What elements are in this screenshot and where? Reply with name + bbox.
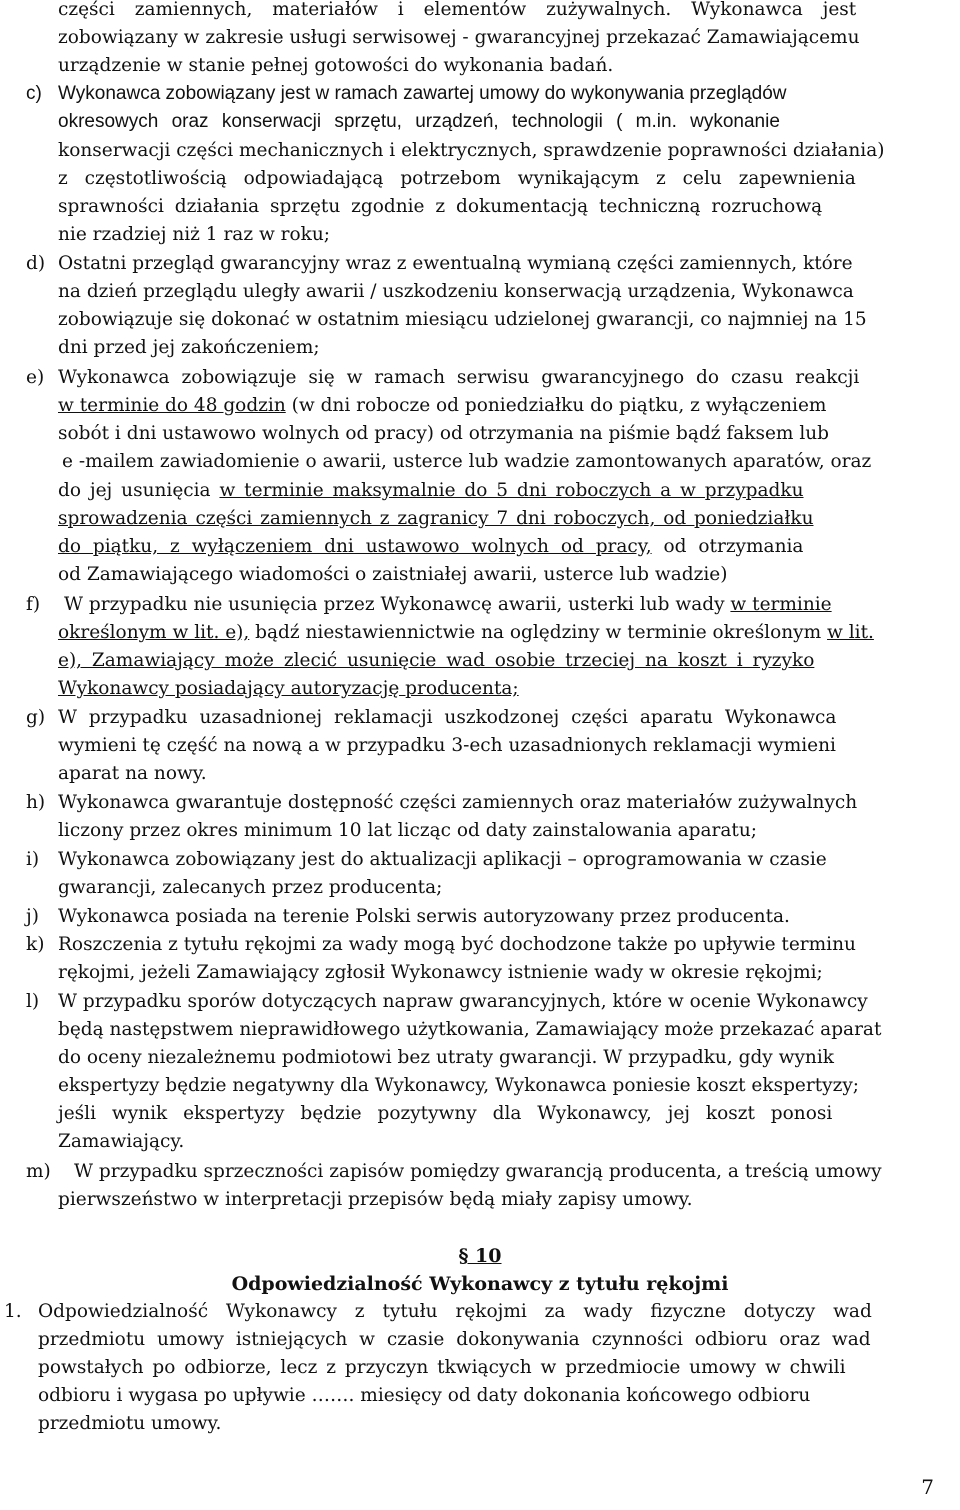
item-label-g: g)	[26, 707, 46, 728]
paragraph-line: urządzenie w stanie pełnej gotowości do wykonania badań.	[58, 55, 614, 76]
item-f-line	[58, 619, 874, 647]
item-e-line	[58, 533, 803, 561]
item-l-line: ekspertyzy będzie negatywny dla Wykonawcy, Wykonawca poniesie koszt ekspertyzy;	[58, 1075, 860, 1096]
item-g-line: wymieni tę część na nową a w przypadku 3-ech uzasadnionych reklamacji wymieni	[58, 735, 836, 756]
point-1-line: Odpowiedzialność Wykonawcy z tytułu rękojmi za wady fizyczne dotyczy wad	[38, 1301, 872, 1322]
underlined-text: e), Zamawiający może zlecić usunięcie wad osobie trzeciej na koszt i ryzyko	[58, 650, 815, 671]
item-l-line: Zamawiający.	[58, 1131, 185, 1152]
item-h-line: liczony przez okres minimum 10 lat licząc od daty zainstalowania aparatu;	[58, 820, 757, 841]
item-c-line: z częstotliwością odpowiadającą potrzebom wynikającym z celu zapewnienia	[58, 168, 856, 189]
item-label-f: f)	[26, 594, 41, 615]
underlined-text: w lit.	[827, 622, 874, 643]
item-e-line: e -mailem zawiadomienie o awarii, usterce lub wadzie zamontowanych aparatów, oraz	[62, 451, 872, 472]
item-c-line: sprawności działania sprzętu zgodnie z dokumentacją techniczną rozruchową	[58, 196, 823, 217]
point-1-line: odbioru i wygasa po upływie ……. miesięcy od daty dokonania końcowego odbioru	[38, 1385, 811, 1406]
text-span: W przypadku nie usunięcia przez Wykonawcę awarii, usterki lub wady	[64, 594, 731, 615]
underlined-text: w terminie maksymalnie do 5 dni roboczych a w przypadku	[219, 480, 804, 501]
item-d-line: dni przed jej zakończeniem;	[58, 337, 320, 358]
underlined-text: do piątku, z wyłączeniem dni ustawowo wolnych od pracy,	[58, 536, 652, 557]
item-h-line: Wykonawca gwarantuje dostępność części zamiennych oraz materiałów zużywalnych	[58, 792, 858, 813]
point-1-line: przedmiotu umowy.	[38, 1413, 222, 1434]
underlined-text: w terminie	[730, 594, 832, 615]
section-title: Odpowiedzialność Wykonawcy z tytułu rękojmi	[231, 1273, 729, 1295]
item-e-line	[58, 505, 813, 533]
point-label-1: 1.	[4, 1301, 22, 1322]
item-j-line: Wykonawca posiada na terenie Polski serwis autoryzowany przez producenta.	[58, 906, 790, 927]
item-d-line: Ostatni przegląd gwarancyjny wraz z ewentualną wymianą części zamiennych, które	[58, 253, 853, 274]
item-i-line: gwarancji, zalecanych przez producenta;	[58, 877, 443, 898]
text-span: bądź niestawiennictwie na oględziny w terminie określonym	[249, 622, 828, 643]
item-label-i: i)	[26, 849, 40, 870]
paragraph-line	[58, 0, 956, 24]
item-l-line: W przypadku sporów dotyczących napraw gwarancyjnych, które w ocenie Wykonawcy	[58, 991, 868, 1012]
item-e-line: sobót i dni ustawowo wolnych od pracy) od otrzymania na piśmie bądź faksem lub	[58, 423, 830, 444]
section-number	[0, 1242, 960, 1270]
item-f-line	[64, 591, 832, 619]
item-label-d: d)	[26, 253, 46, 274]
item-m-line: pierwszeństwo w interpretacji przepisów będą miały zapisy umowy.	[58, 1189, 693, 1210]
item-e-line: Wykonawca zobowiązuje się w ramach serwisu gwarancyjnego do czasu reakcji	[58, 367, 860, 388]
section-number-text: § 10	[458, 1245, 502, 1267]
item-c-line: konserwacji części mechanicznych i elektrycznych, sprawdzenie poprawności działania)	[58, 140, 885, 161]
item-e-line	[58, 392, 826, 420]
underlined-text: w terminie do 48 godzin	[58, 395, 286, 416]
item-e-line: od Zamawiającego wiadomości o zaistniałej awarii, usterce lub wadzie)	[58, 564, 728, 585]
item-label-h: h)	[26, 792, 46, 813]
item-m-line: W przypadku sprzeczności zapisów pomiędzy gwarancją producenta, a treścią umowy	[74, 1161, 882, 1182]
item-label-c: c)	[26, 83, 42, 104]
item-k-line: rękojmi, jeżeli Zamawiający zgłosił Wykonawcy istnienie wady w okresie rękojmi;	[58, 962, 823, 983]
item-c-line: nie rzadziej niż 1 raz w roku;	[58, 224, 331, 245]
item-c-line: Wykonawca zobowiązany jest w ramach zawartej umowy do wykonywania przeglądów	[58, 83, 787, 104]
item-f-line	[58, 647, 814, 675]
page-number: 7	[921, 1475, 934, 1499]
paragraph-line: zobowiązany w zakresie usługi serwisowej - gwarancyjnej przekazać Zamawiającemu	[58, 27, 860, 48]
item-e-line	[58, 477, 804, 505]
item-label-l: l)	[26, 991, 40, 1012]
text-span: od otrzymania	[651, 536, 804, 557]
item-c-line: okresowych oraz konserwacji sprzętu, urządzeń, technologii ( m.in. wykonanie	[58, 111, 780, 132]
underlined-text: sprowadzenia części zamiennych z zagranicy 7 dni roboczych, od poniedziałku	[58, 508, 814, 529]
point-1-line: przedmiotu umowy istniejących w czasie dokonywania czynności odbioru oraz wad	[38, 1329, 871, 1350]
item-g-line: W przypadku uzasadnionej reklamacji uszkodzonej części aparatu Wykonawca	[58, 707, 837, 728]
item-label-m: m)	[26, 1161, 51, 1182]
item-l-line: jeśli wynik ekspertyzy będzie pozytywny dla Wykonawcy, jej koszt ponosi	[58, 1103, 833, 1124]
text-span: (w dni robocze od poniedziałku do piątku, z wyłączeniem	[285, 395, 827, 416]
item-f-line	[58, 675, 519, 703]
item-g-line: aparat na nowy.	[58, 763, 207, 784]
item-i-line: Wykonawca zobowiązany jest do aktualizacji aplikacji – oprogramowania w czasie	[58, 849, 827, 870]
item-label-k: k)	[26, 934, 45, 955]
item-k-line: Roszczenia z tytułu rękojmi za wady mogą być dochodzone także po upływie terminu	[58, 934, 856, 955]
item-l-line: do oceny niezależnemu podmiotowi bez utraty gwarancji. W przypadku, gdy wynik	[58, 1047, 834, 1068]
underlined-text: Wykonawcy posiadający autoryzację producenta;	[58, 678, 519, 699]
item-l-line: będą następstwem nieprawidłowego użytkowania, Zamawiający może przekazać aparat	[58, 1019, 882, 1040]
item-d-line: na dzień przeglądu uległy awarii / uszkodzeniu konserwacją urządzenia, Wykonawca	[58, 281, 854, 302]
item-d-line: zobowiązuje się dokonać w ostatnim miesiącu udzielonej gwarancji, co najmniej na 15	[58, 309, 867, 330]
point-1-line: powstałych po odbiorze, lecz z przyczyn tkwiących w przedmiocie umowy w chwili	[38, 1357, 846, 1378]
underlined-text: określonym w lit. e),	[58, 622, 250, 643]
item-label-j: j)	[26, 906, 39, 927]
item-label-e: e)	[26, 367, 45, 388]
text-line: części zamiennych, materiałów i elementów zużywalnych. Wykonawca jest	[58, 0, 857, 20]
text-span: do jej usunięcia	[58, 480, 220, 501]
